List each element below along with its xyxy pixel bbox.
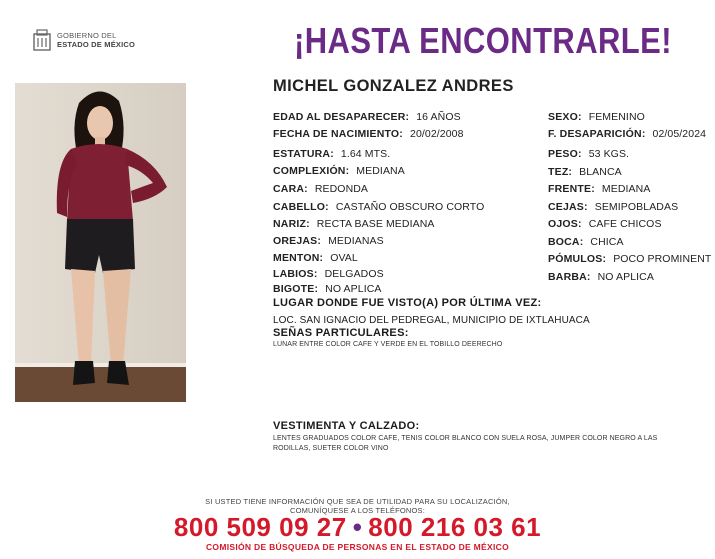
- phone-number-2[interactable]: 800 216 03 61: [368, 512, 542, 542]
- field-value: MEDIANAS: [328, 235, 384, 247]
- field-row: [548, 128, 706, 140]
- field-label: PESO:: [548, 148, 582, 160]
- footer-note-2: COMUNÍQUESE A LOS TELÉFONOS:: [289, 506, 426, 515]
- field-label: F. DESAPARICIÓN:: [548, 128, 646, 140]
- field-value: CASTAÑO OBSCURO CORTO: [335, 201, 485, 213]
- field-label: NARIZ:: [273, 218, 310, 230]
- field-label: EDAD AL DESAPARECER:: [273, 111, 410, 123]
- phone-numbers: [0, 512, 715, 543]
- field-value: 20/02/2008: [410, 128, 464, 140]
- field-row: [548, 111, 645, 123]
- phone-separator: •: [352, 512, 363, 542]
- field-row: [548, 201, 678, 213]
- phone-number-1[interactable]: 800 509 09 27: [173, 512, 347, 542]
- field-value: 02/05/2024: [652, 128, 707, 140]
- logo-line-2: ESTADO DE MÉXICO: [57, 40, 136, 49]
- field-label: BIGOTE:: [273, 283, 319, 295]
- field-label: BOCA:: [548, 236, 584, 248]
- field-label: OREJAS:: [273, 235, 322, 247]
- footer-note-1: SI USTED TIENE INFORMACIÓN QUE SEA DE UTILIDAD PARA SU LOCALIZACIÓN,: [205, 497, 510, 506]
- field-row: [273, 283, 382, 295]
- field-row: [548, 218, 662, 230]
- field-label: FRENTE:: [548, 183, 595, 195]
- commission-name: COMISIÓN DE BÚSQUEDA DE PERSONAS EN EL ESTADO DE MÉXICO: [205, 542, 510, 552]
- field-label: BARBA:: [548, 271, 591, 283]
- field-label: COMPLEXIÓN:: [273, 165, 350, 177]
- field-row: [273, 148, 390, 160]
- field-value: CAFE CHICOS: [588, 218, 662, 230]
- field-value: RECTA BASE MEDIANA: [316, 218, 435, 230]
- state-seal-icon: [32, 28, 52, 52]
- field-label: OJOS:: [548, 218, 582, 230]
- marks-value: LUNAR ENTRE COLOR CAFE Y VERDE EN EL TOBILLO DEERECHO: [273, 341, 503, 348]
- last-seen-location: LOC. SAN IGNACIO DEL PEDREGAL, MUNICIPIO DE IXTLAHUACA: [273, 315, 590, 326]
- field-value: FEMENINO: [588, 111, 645, 123]
- field-value: BLANCA: [579, 166, 622, 178]
- field-row: [273, 201, 484, 213]
- field-value: DELGADOS: [324, 268, 384, 280]
- field-row: [273, 128, 464, 140]
- clothing-label: VESTIMENTA Y CALZADO:: [273, 420, 420, 432]
- marks-label: SEÑAS PARTICULARES:: [273, 327, 409, 339]
- field-value: REDONDA: [314, 183, 369, 195]
- field-value: 1.64 MTS.: [340, 148, 391, 160]
- government-logo: [32, 28, 135, 52]
- field-row: [548, 166, 622, 178]
- field-row: [548, 183, 650, 195]
- field-value: SEMIPOBLADAS: [594, 201, 679, 213]
- field-row: [548, 271, 654, 283]
- headline: ¡HASTA ENCONTRARLE!: [294, 20, 672, 61]
- field-row: [273, 235, 384, 247]
- field-value: POCO PROMINENT: [613, 253, 712, 265]
- field-value: MEDIANA: [601, 183, 651, 195]
- field-value: CHICA: [590, 236, 624, 248]
- field-label: CEJAS:: [548, 201, 588, 213]
- field-row: [273, 183, 368, 195]
- field-row: [548, 253, 711, 265]
- person-name: MICHEL GONZALEZ ANDRES: [273, 77, 514, 95]
- field-value: MEDIANA: [356, 165, 405, 177]
- field-row: [273, 252, 358, 264]
- field-label: ESTATURA:: [273, 148, 334, 160]
- field-row: [273, 165, 405, 177]
- field-row: [548, 148, 629, 160]
- clothing-line-1: LENTES GRADUADOS COLOR CAFE, TENIS COLOR BLANCO CON SUELA ROSA, JUMPER COLOR NEGRO A LAS: [273, 435, 658, 442]
- field-value: OVAL: [330, 252, 358, 264]
- logo-text: [57, 31, 135, 49]
- field-row: [273, 111, 461, 123]
- field-row: [273, 218, 435, 230]
- field-label: MENTON:: [273, 252, 324, 264]
- clothing-line-2: RODILLAS, SUETER COLOR VINO: [273, 445, 389, 452]
- logo-line-1: GOBIERNO DEL: [57, 31, 117, 40]
- field-label: PÓMULOS:: [548, 253, 607, 265]
- field-row: [273, 268, 384, 280]
- field-value: 16 AÑOS: [416, 111, 461, 123]
- field-value: NO APLICA: [325, 283, 382, 295]
- field-row: [548, 236, 624, 248]
- field-label: FECHA DE NACIMIENTO:: [273, 128, 403, 140]
- last-seen-label: LUGAR DONDE FUE VISTO(A) POR ÚLTIMA VEZ:: [273, 297, 542, 309]
- field-value: NO APLICA: [597, 271, 654, 283]
- field-label: LABIOS:: [273, 268, 318, 280]
- field-value: 53 KGS.: [588, 148, 630, 160]
- field-label: CABELLO:: [273, 201, 329, 213]
- field-label: SEXO:: [548, 111, 582, 123]
- field-label: CARA:: [273, 183, 308, 195]
- person-photo: [15, 83, 186, 402]
- field-label: TEZ:: [548, 166, 573, 178]
